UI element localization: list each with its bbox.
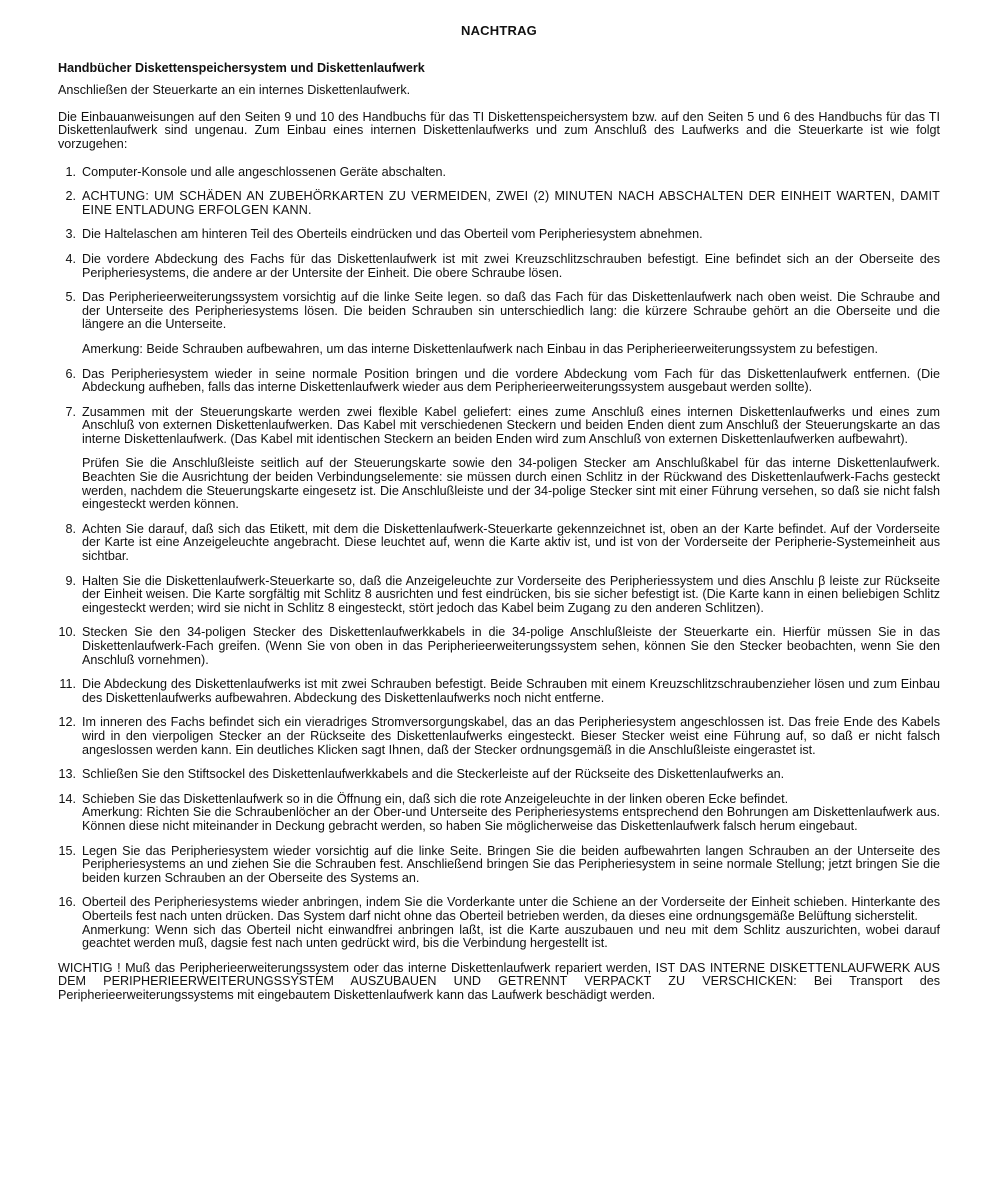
step-text: Die Haltelaschen am hinteren Teil des Oberteils eindrücken und das Oberteil vom Peripheriesystem abnehmen. bbox=[82, 227, 703, 242]
section-subheading: Anschließen der Steuerkarte an ein internes Diskettenlaufwerk. bbox=[58, 83, 411, 98]
instruction-list bbox=[58, 166, 940, 951]
step-text: Halten Sie die Diskettenlaufwerk-Steuerkarte so, daß die Anzeigeleuchte zur Vorderseite des Peripheriessystem und dies Anschlu β leiste zur Rückseite der Einheit weisen. Die Karte sorgfältig mit Schlitz 8 ausrichten und fest eindrücken, bis sie sicher befestigt ist. (Die Karte kann in einen beliebigen Schlitz eingesteckt werden; wird sie nicht in Schlitz 8 eingesteckt, stört jedoch das Kabel beim Zugang zu den anderen Schlitzen). bbox=[82, 573, 940, 615]
step-8 bbox=[58, 523, 940, 564]
step-note: Anmerkung: Wenn sich das Oberteil nicht einwandfrei anbringen laßt, ist die Karte auszubauen und neu mit dem Schlitz auszurichten, wobei darauf geachtet werden muß, dagsie fest nach unten gedrückt wird, bis die Verbindung hergestellt ist. bbox=[82, 922, 940, 951]
step-5 bbox=[58, 291, 940, 356]
step-text: Schließen Sie den Stiftsockel des Diskettenlaufwerkkabels and die Steckerleiste auf der Rückseite des Diskettenlaufwerks an. bbox=[82, 767, 785, 782]
step-text: Achten Sie darauf, daß sich das Etikett, mit dem die Diskettenlaufwerk-Steuerkarte gekennzeichnet ist, oben an der Karte befindet. Auf der Vorderseite der Karte ist eine Anzeigeleuchte angebracht. Diese leuchtet auf, wenn die Karte aktiv ist, und ist von der Vorderseite der Peripherie-Systemeinheit aus sichtbar. bbox=[82, 521, 940, 564]
step-text: Das Peripherieerweiterungssystem vorsichtig auf die linke Seite legen. so daß das Fach für das Diskettenlaufwerk nach oben weist. Die Schraube and der Unterseite des Peripheriesystems lösen. Die beiden Schrauben sin unterschiedlich lang: die kürzere Schraube gehört an die Oberseite und die längere an die Unterseite. bbox=[82, 290, 940, 332]
step-text: Schieben Sie das Diskettenlaufwerk so in die Öffnung ein, daß sich die rote Anzeigeleuchte in der linken oberen Ecke befindet. bbox=[82, 791, 789, 806]
step-text: Computer-Konsole und alle angeschlossenen Geräte abschalten. bbox=[82, 164, 447, 179]
intro-paragraph: Die Einbauanweisungen auf den Seiten 9 und 10 des Handbuchs für das TI Diskettenspeichersystem bzw. auf den Seiten 5 und 6 des Handbuchs für das TI Diskettenlaufwerk sind ungenau. Zum Einbau eines internen Diskettenlaufwerks und zum Anschluß des Laufwerks and die Steuerkarte ist wie folgt vorzugehen: bbox=[58, 109, 940, 151]
step-note: Amerkung: Richten Sie die Schraubenlöcher an der Ober-und Unterseite des Peripheriesystems entsprechend den Bohrungen am Diskettenlaufwerk aus. Können diese nicht miteinander in Deckung gebracht werden, so haben Sie möglicherweise das Diskettenlaufwerk falsch herum eingebaut. bbox=[82, 805, 940, 833]
step-text: Stecken Sie den 34-poligen Stecker des Diskettenlaufwerkkabels in die 34-polige Anschlußleiste der Steuerkarte ein. Hierfür müssen Sie in das Diskettenlaufwerk-Fach greifen. (Wenn Sie von oben in das Peripherieerweiterungssystem sehen, können Sie den Stecker beobachten, wenn Sie den Anschluß vornehmen). bbox=[82, 625, 940, 667]
step-number: 15. bbox=[58, 843, 76, 858]
step-number: 12. bbox=[58, 715, 76, 730]
step-number: 2. bbox=[65, 189, 76, 204]
step-text: Legen Sie das Peripheriesystem wieder vorsichtig auf die linke Seite. Bringen Sie die beiden aufbewahrten langen Schrauben an der Unterseite des Peripheriesystems an und ziehen Sie die Schrauben fest. Anschließend bringen Sie das Peripheriesystem in seine normale Stellung; jetzt bringen Sie die beiden kurzen Schrauben an der Oberseite des Systems an. bbox=[82, 843, 940, 885]
step-11 bbox=[58, 678, 940, 705]
step-number: 7. bbox=[65, 404, 76, 419]
step-7 bbox=[58, 406, 940, 512]
step-6 bbox=[58, 368, 940, 395]
step-text: Im inneren des Fachs befindet sich ein vieradriges Stromversorgungskabel, das an das Peripheriesystem angeschlossen ist. Das freie Ende des Kabels wird in den vierpoligen Stecker an der Rückseite des Diskettenlaufwerks eingesteckt. Bieser Stecker weist eine Führung auf, so daß er nicht falsch angeslossen werden kann. Ein deutliches Klicken sagt Ihnen, daß der Stecker ordnungsgemäß in die Anschlußleiste eingerastet ist. bbox=[82, 715, 940, 757]
step-9 bbox=[58, 575, 940, 616]
step-number: 14. bbox=[58, 791, 76, 806]
step-number: 3. bbox=[65, 227, 76, 242]
step-text: Die Abdeckung des Diskettenlaufwerks ist mit zwei Schrauben befestigt. Beide Schrauben mit einem Kreuzschlitzschraubenzieher lösen und zum Einbau des Diskettenlaufwerks aufbewahren. Abdeckung des Diskettenlaufwerks noch nicht entferne. bbox=[82, 677, 940, 705]
step-text: Zusammen mit der Steuerungskarte werden zwei flexible Kabel geliefert: eines zume Anschluß eines internen Diskettenlaufwerks und eines zum Anschluß von externen Diskettenlaufwerken. Das Kabel mit verschiedenen Steckern und beiden Enden dient zum Anschluß der Steuerungskarte an das interne Diskettenlaufwerk. (Das Kabel mit identischen Steckern an beiden Enden wird zum Anschluß von externen Diskettenlaufwerken aufbewahrt). bbox=[82, 404, 940, 446]
step-1 bbox=[58, 166, 940, 180]
step-text: Das Peripheriesystem wieder in seine normale Position bringen und die vordere Abdeckung vom Fach für das Diskettenlaufwerk entfernen. (Die Abdeckung aufheben, falls das interne Diskettenlaufwerk wieder aus dem Peripherieerweiterungssystem ausgebaut werden sollte). bbox=[82, 366, 940, 395]
step-text: ACHTUNG: UM SCHÄDEN AN ZUBEHÖRKARTEN ZU VERMEIDEN, ZWEI (2) MINUTEN NACH ABSCHALTEN DER EINHEIT WARTEN, DAMIT EINE ENTLADUNG ERFOLGEN KANN. bbox=[82, 189, 940, 217]
step-4 bbox=[58, 253, 940, 280]
step-number: 6. bbox=[65, 366, 76, 381]
step-note: Amerkung: Beide Schrauben aufbewahren, um das interne Diskettenlaufwerk nach Einbau in das Peripherieerweiterungssystem zu befestigen. bbox=[82, 341, 878, 356]
step-number: 4. bbox=[65, 251, 76, 266]
step-text: Die vordere Abdeckung des Fachs für das Diskettenlaufwerk ist mit zwei Kreuzschlitzschrauben befestigt. Eine befindet sich an der Oberseite des Peripheriesystems, die andere ar der Untersite der Einheit. Die obere Schraube lösen. bbox=[82, 251, 940, 280]
step-number: 11. bbox=[59, 677, 76, 692]
document-page bbox=[58, 24, 940, 1002]
step-10 bbox=[58, 626, 940, 667]
step-number: 8. bbox=[65, 521, 76, 536]
step-number: 9. bbox=[65, 573, 76, 588]
step-note: Prüfen Sie die Anschlußleiste seitlich auf der Steuerungskarte sowie den 34-poligen Stecker am Anschlußkabel für das interne Diskettenlaufwerk. Beachten Sie die Ausrichtung der beiden Verbindungselemente: sie müssen durch einen Schlitz in der Rückwand des Diskettenlaufwerk-Fachs gesteckt werden, nachdem die Steuerungskarte eingesetz ist. Die Anschlußleiste und der 34-polige Stecker sint mit einer Führung versehen, so daß sie nicht falsh eingesteckt werden können. bbox=[82, 456, 940, 512]
step-15 bbox=[58, 845, 940, 886]
step-3 bbox=[58, 228, 940, 242]
manual-heading: Handbücher Diskettenspeichersystem und Diskettenlaufwerk bbox=[58, 60, 425, 75]
step-number: 16. bbox=[58, 895, 76, 910]
document-title: NACHTRAG bbox=[461, 23, 537, 38]
step-text: Oberteil des Peripheriesystems wieder anbringen, indem Sie die Vorderkante unter die Schiene an der Vorderseite der Einheit schieben. Hinterkante des Oberteils fest nach unten drücken. Das System darf nicht ohne das Oberteil betrieben werden, da dieses eine ordnungsgemäße Belüftung sicherstelit. bbox=[82, 895, 940, 923]
step-number: 1. bbox=[65, 164, 76, 179]
step-12 bbox=[58, 716, 940, 757]
step-number: 13. bbox=[58, 767, 76, 782]
important-warning: WICHTIG ! Muß das Peripherieerweiterungssystem oder das interne Diskettenlaufwerk repariert werden, IST DAS INTERNE DISKETTENLAUFWERK AUS DEM PERIPHERIEERWEITERUNGSSYSTEM AUSZUBAUEN UND GETRENNT VERPACKT ZU VERSCHICKEN: Bei Transport des Peripherieerweiterungssystems mit eingebautem Diskettenlaufwerk kann das Laufwerk beschädigt werden. bbox=[58, 960, 940, 1002]
step-2 bbox=[58, 190, 940, 217]
step-13 bbox=[58, 768, 940, 782]
step-14 bbox=[58, 793, 940, 834]
step-16 bbox=[58, 896, 940, 950]
step-number: 5. bbox=[65, 290, 76, 305]
step-number: 10. bbox=[58, 625, 76, 640]
